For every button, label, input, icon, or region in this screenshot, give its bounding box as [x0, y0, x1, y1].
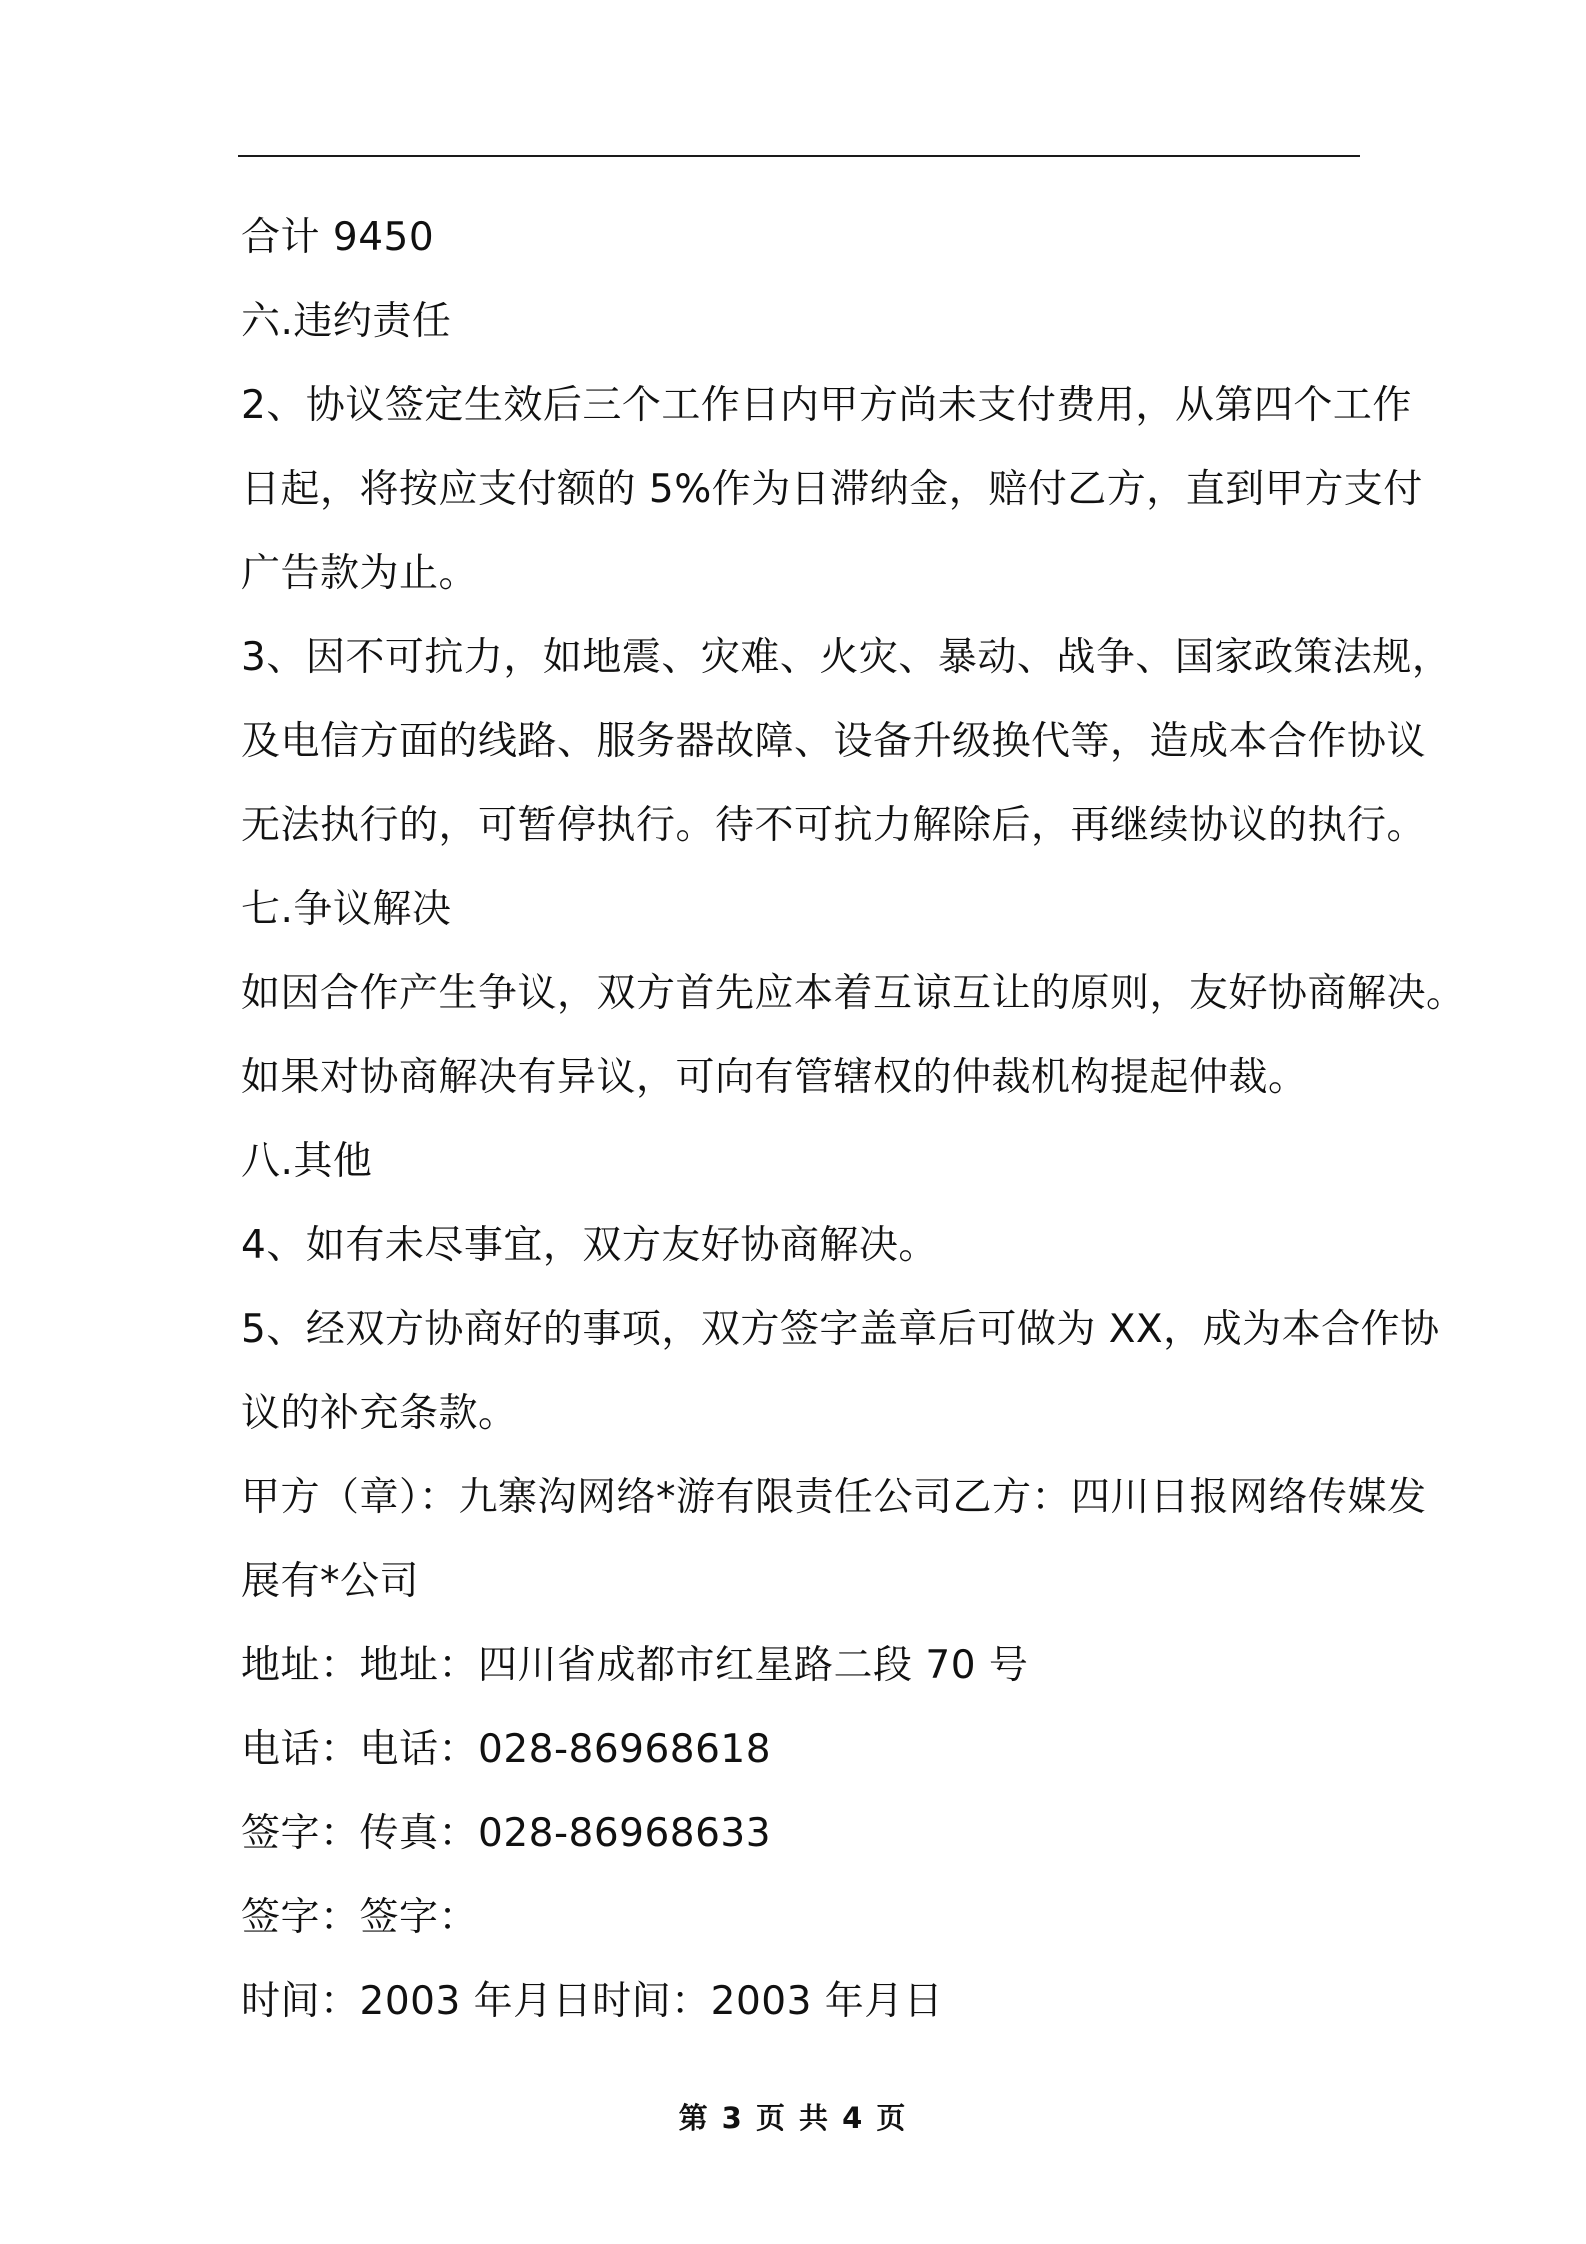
clause-2-line-3: 广告款为止。: [241, 551, 479, 596]
section-heading-breach: 六.违约责任: [241, 299, 452, 344]
phone-line: 电话：电话：028-86968618: [241, 1727, 772, 1772]
clause-3-line-3: 无法执行的，可暂停执行。待不可抗力解除后，再继续协议的执行。: [241, 803, 1427, 848]
clause-2-line-2: 日起，将按应支付额的 5%作为日滞纳金，赔付乙方，直到甲方支付: [241, 467, 1423, 512]
clause-3-line-1: 3、因不可抗力，如地震、灾难、火灾、暴动、战争、国家政策法规，: [241, 635, 1452, 680]
clause-5-line-1: 5、经双方协商好的事项，双方签字盖章后可做为 XX，成为本合作协: [241, 1307, 1440, 1352]
dispute-line-2: 如果对协商解决有异议，可向有管辖权的仲裁机构提起仲裁。: [241, 1055, 1308, 1100]
total-line: 合计 9450: [241, 215, 435, 260]
section-heading-dispute: 七.争议解决: [241, 887, 452, 932]
parties-line-2: 展有*公司: [241, 1559, 420, 1604]
section-heading-other: 八.其他: [241, 1139, 373, 1184]
dispute-line-1: 如因合作产生争议，双方首先应本着互谅互让的原则，友好协商解决。: [241, 971, 1466, 1016]
address-line: 地址：地址：四川省成都市红星路二段 70 号: [241, 1643, 1029, 1688]
clause-4-line: 4、如有未尽事宜，双方友好协商解决。: [241, 1223, 938, 1268]
clause-5-line-2: 议的补充条款。: [241, 1391, 518, 1436]
parties-line-1: 甲方（章）：九寨沟网络*游有限责任公司乙方：四川日报网络传媒发: [241, 1475, 1427, 1520]
document-body: [241, 196, 1466, 2044]
clause-3-line-2: 及电信方面的线路、服务器故障、设备升级换代等，造成本合作协议: [241, 719, 1427, 764]
date-line: 时间：2003 年月日时间：2003 年月日: [241, 1979, 944, 2024]
header-rule: [238, 155, 1360, 157]
signature-line: 签字：签字：: [241, 1895, 479, 1940]
page-number-footer: 第 3 页 共 4 页: [678, 2101, 908, 2135]
fax-line: 签字：传真：028-86968633: [241, 1811, 772, 1856]
clause-2-line-1: 2、协议签定生效后三个工作日内甲方尚未支付费用，从第四个工作: [241, 383, 1412, 428]
